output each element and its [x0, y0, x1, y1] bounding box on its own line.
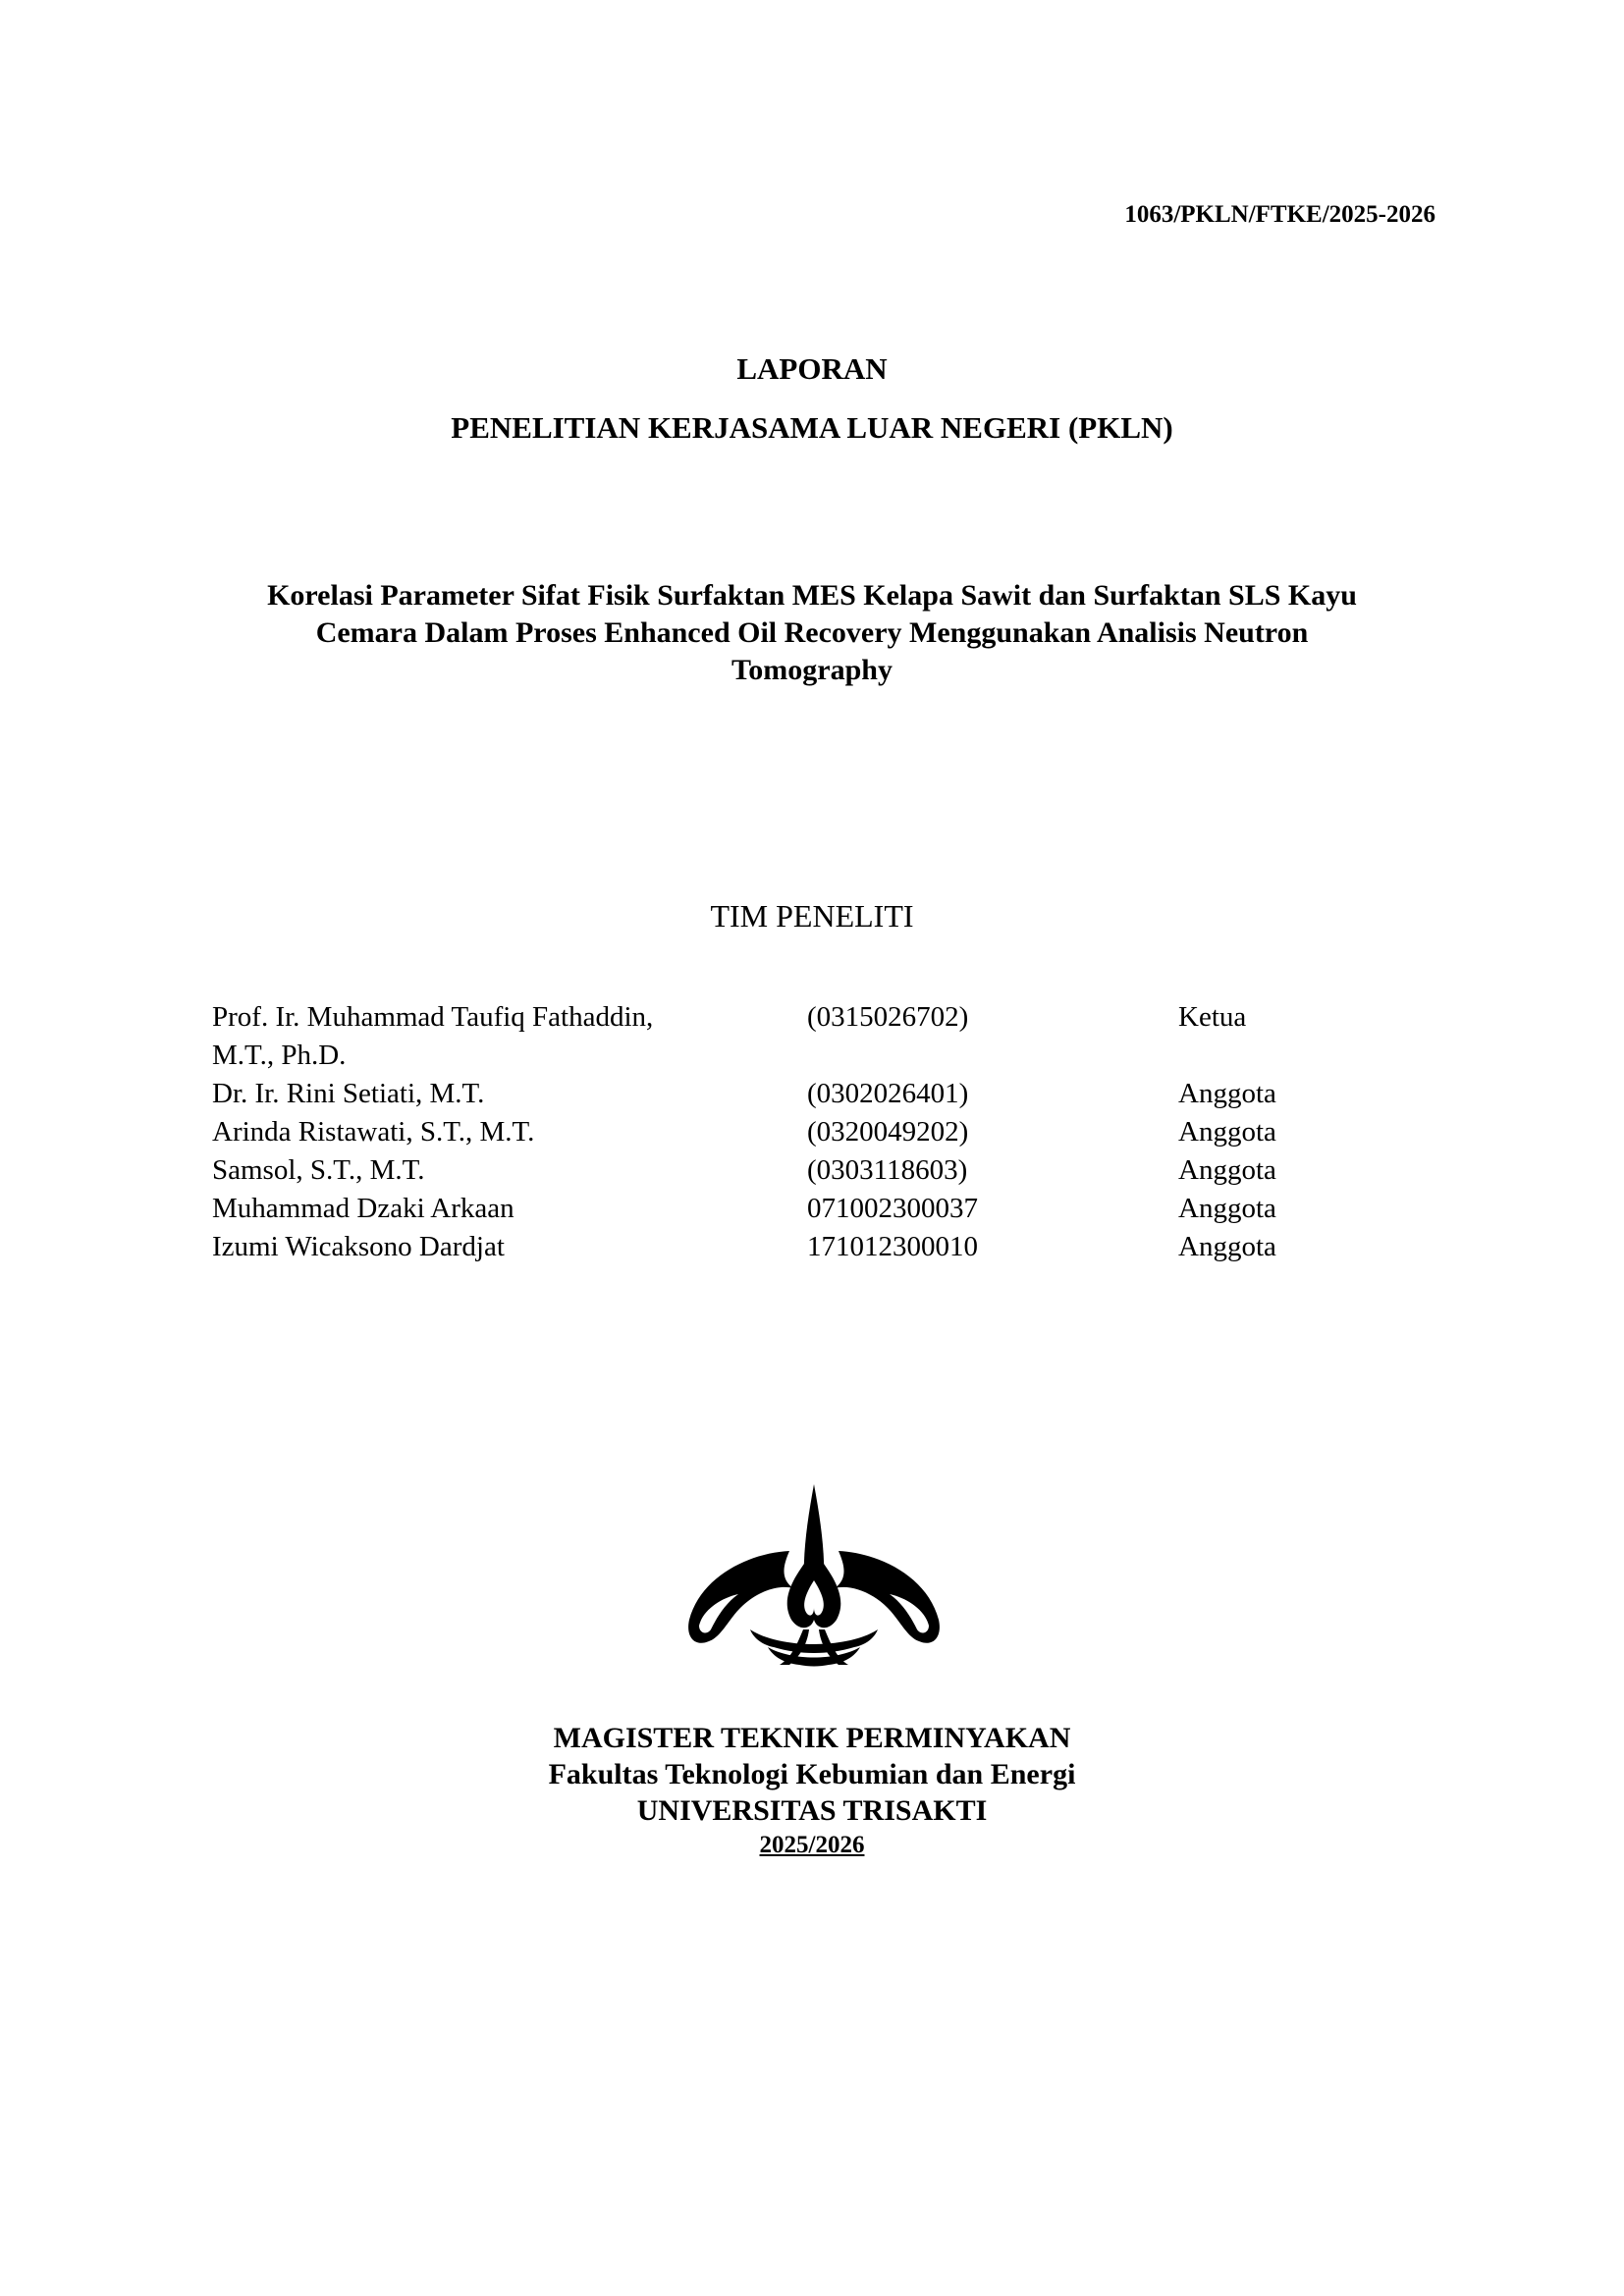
report-title: LAPORAN — [736, 351, 888, 386]
research-title-line: Cemara Dalam Proses Enhanced Oil Recovery Menggunakan Analisis Neutron — [315, 616, 1309, 649]
member-name: Prof. Ir. Muhammad Taufiq Fathaddin, — [212, 1001, 654, 1033]
document-number: 1063/PKLN/FTKE/2025-2026 — [1124, 201, 1435, 228]
team-row — [212, 1151, 1375, 1190]
team-row — [212, 1037, 1375, 1075]
member-name: Dr. Ir. Rini Setiati, M.T. — [212, 1078, 485, 1109]
report-subtitle: PENELITIAN KERJASAMA LUAR NEGERI (PKLN) — [451, 410, 1173, 445]
team-row — [212, 998, 1375, 1037]
member-name: Izumi Wicaksono Dardjat — [212, 1231, 505, 1262]
member-role — [1178, 1037, 1375, 1075]
member-role: Anggota — [1178, 1193, 1276, 1224]
member-name: Arinda Ristawati, S.T., M.T. — [212, 1116, 535, 1148]
university-emblem-icon — [681, 1482, 947, 1669]
university-name: UNIVERSITAS TRISAKTI — [636, 1794, 988, 1827]
research-title-line: Tomography — [731, 654, 893, 686]
team-row — [212, 1113, 1375, 1151]
team-row — [212, 1190, 1375, 1228]
team-heading: TIM PENELITI — [710, 898, 914, 934]
faculty-name: Fakultas Teknologi Kebumian dan Energi — [548, 1758, 1076, 1790]
team-row — [212, 1075, 1375, 1113]
research-title — [0, 577, 1624, 689]
academic-year: 2025/2026 — [759, 1832, 865, 1858]
member-id: (0320049202) — [807, 1116, 969, 1148]
team-table — [212, 998, 1375, 1266]
member-role: Anggota — [1178, 1231, 1276, 1262]
member-name: M.T., Ph.D. — [212, 1040, 347, 1071]
member-id: (0302026401) — [807, 1078, 969, 1109]
member-id: (0303118603) — [807, 1154, 968, 1186]
footer-block — [0, 1720, 1624, 1862]
member-id: (0315026702) — [807, 1001, 969, 1033]
team-row — [212, 1228, 1375, 1266]
program-name: MAGISTER TEKNIK PERMINYAKAN — [553, 1722, 1071, 1754]
member-name: Muhammad Dzaki Arkaan — [212, 1193, 514, 1224]
member-id: 171012300010 — [807, 1231, 978, 1262]
member-name: Samsol, S.T., M.T. — [212, 1154, 425, 1186]
member-id: 071002300037 — [807, 1193, 978, 1224]
member-id — [807, 1037, 1178, 1075]
member-role: Anggota — [1178, 1154, 1276, 1186]
member-role: Anggota — [1178, 1078, 1276, 1109]
member-role: Ketua — [1178, 1001, 1247, 1033]
research-title-line: Korelasi Parameter Sifat Fisik Surfaktan MES Kelapa Sawit dan Surfaktan SLS Kayu — [267, 579, 1357, 612]
member-role: Anggota — [1178, 1116, 1276, 1148]
